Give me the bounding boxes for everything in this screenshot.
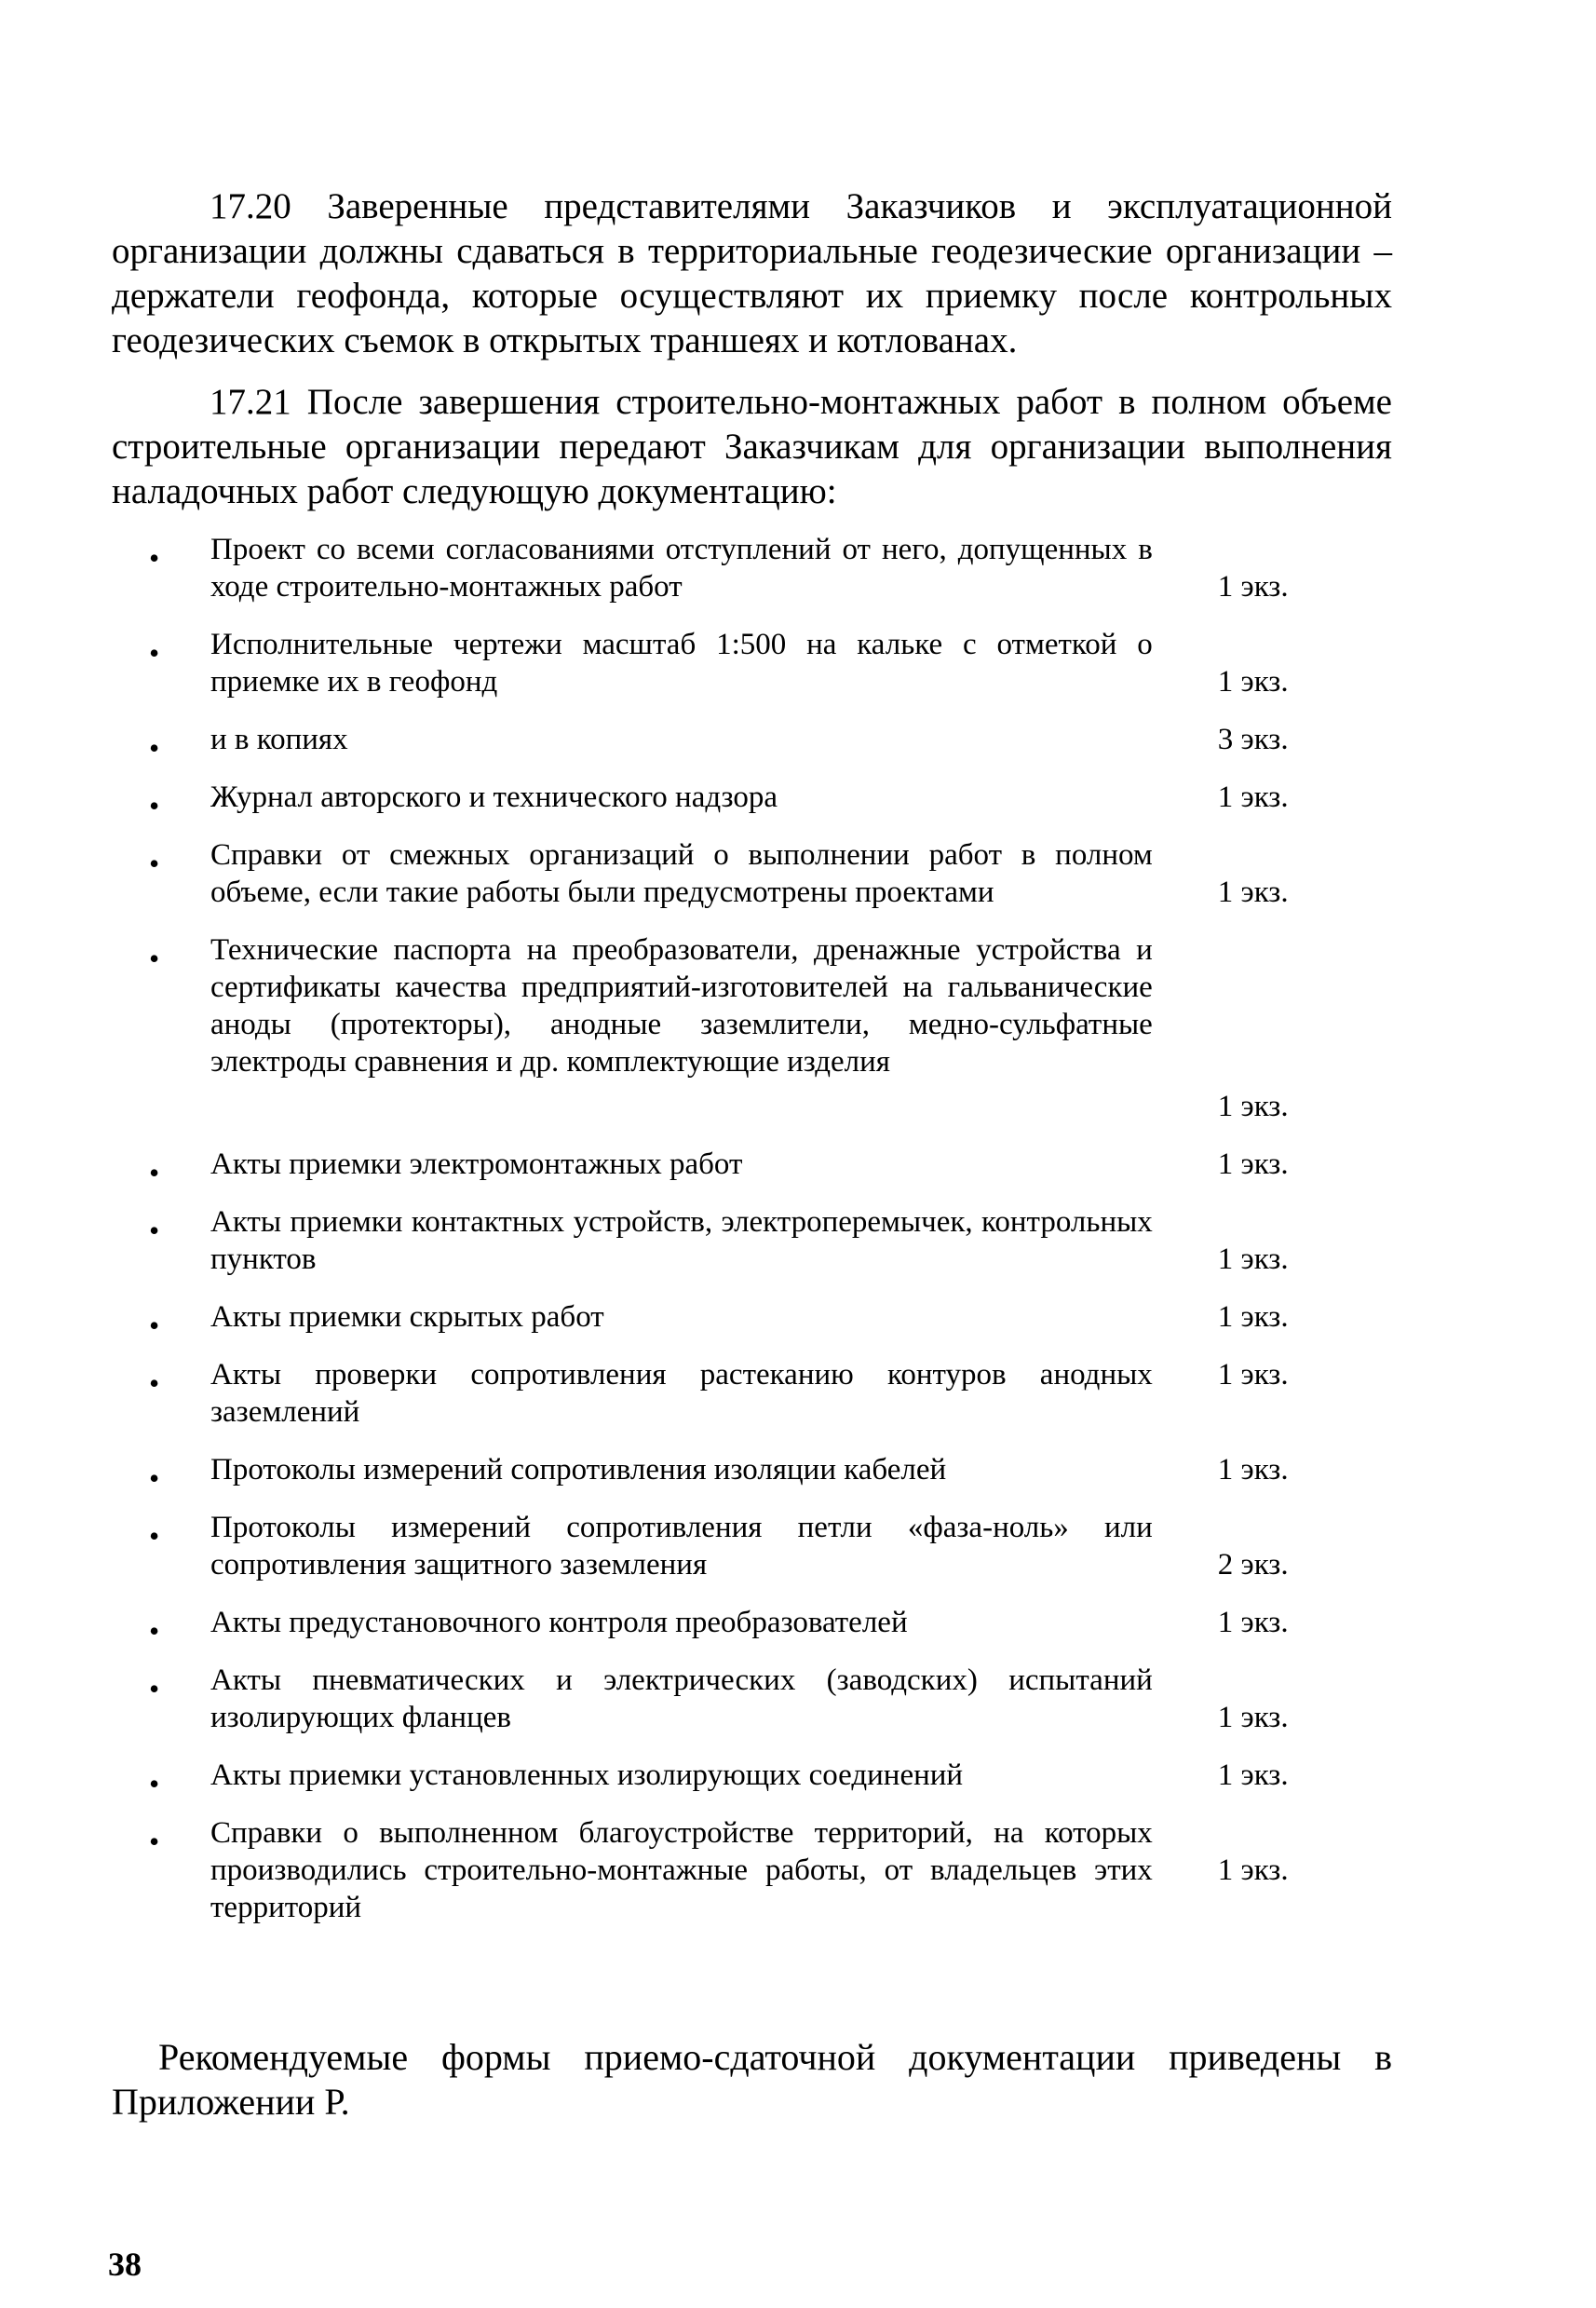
list-item (149, 1451, 1327, 1495)
list-item (149, 836, 1327, 911)
list-item-text: Акты приемки контактных устройств, электроперемычек, контрольных пунктов (210, 1205, 1153, 1276)
list-item-quantity: 3 экз. (1217, 723, 1289, 756)
list-item-quantity: 1 экз. (1217, 1358, 1289, 1392)
list-item-quantity: 1 экз. (1217, 1453, 1289, 1487)
bullet-icon: • (149, 1461, 160, 1495)
list-item (149, 1662, 1327, 1736)
bullet-icon: • (149, 1214, 160, 1247)
bullet-icon: • (149, 847, 160, 880)
list-item-quantity: 1 экз. (1217, 781, 1289, 814)
bullet-icon: • (149, 942, 160, 975)
bullet-icon: • (149, 1519, 160, 1553)
list-item-quantity: 1 экз. (1217, 876, 1289, 909)
list-item-quantity: 1 экз. (1217, 1758, 1289, 1792)
bullet-icon: • (149, 1672, 160, 1705)
list-item-text: Справки от смежных организаций о выполнении работ в полном объеме, если такие работы были предусмотрены проектами (210, 838, 1153, 909)
bullet-icon: • (149, 1309, 160, 1342)
list-item (149, 626, 1327, 700)
list-item-quantity: 1 экз. (1217, 1606, 1289, 1639)
list-item-quantity: 1 экз. (1217, 1147, 1289, 1181)
paragraph-17-21: 17.21 После завершения строительно-монтажных работ в полном объеме строительные организации передают Заказчикам для организации выполнения наладочных работ следующую документацию: (112, 382, 1392, 511)
list-item-text: Исполнительные чертежи масштаб 1:500 на кальке с отметкой о приемке их в геофонд (210, 628, 1153, 699)
list-item-text: Проект со всеми согласованиями отступлений от него, допущенных в ходе строительно-монтажных работ (210, 533, 1153, 604)
list-item-quantity: 1 экз. (1217, 1090, 1289, 1123)
bullet-icon: • (149, 1366, 160, 1400)
list-item-text: Акты пневматических и электрических (заводских) испытаний изолирующих фланцев (210, 1663, 1153, 1734)
list-item-quantity: 1 экз. (1217, 570, 1289, 604)
list-item-text: и в копиях (210, 723, 348, 756)
paragraph-17-20: 17.20 Заверенные представителями Заказчиков и эксплуатационной организации должны сдаваться в территориальные геодезические организации – держатели геофонда, которые осуществляют их приемку после контрольных геодезических съемок в открытых траншеях и котлованах. (112, 186, 1392, 360)
list-item (149, 1356, 1327, 1431)
list-item-quantity: 1 экз. (1217, 1701, 1289, 1734)
closing-paragraph: Рекомендуемые формы приемо-сдаточной документации приведены в Приложении Р. (112, 2036, 1392, 2123)
bullet-icon: • (149, 731, 160, 765)
list-item (149, 721, 1327, 765)
list-item-text: Акты приемки скрытых работ (210, 1300, 604, 1334)
list-item (149, 1814, 1327, 1926)
bullet-icon: • (149, 789, 160, 822)
list-item-quantity: 1 экз. (1217, 1242, 1289, 1276)
list-item-text: Журнал авторского и технического надзора (210, 781, 778, 814)
list-item-text: Протоколы измерений сопротивления изоляции кабелей (210, 1453, 947, 1487)
list-item (149, 1757, 1327, 1800)
list-item-text: Технические паспорта на преобразователи, дренажные устройства и сертификаты качества предприятий-изготовителей на гальванические аноды (протекторы), анодные заземлители, медно-сульфатные электроды сравнения и др. комплектующие изделия (210, 933, 1153, 1079)
list-item (149, 1203, 1327, 1278)
documentation-list (149, 531, 1327, 1947)
list-item (149, 931, 1327, 1125)
bullet-icon: • (149, 1614, 160, 1648)
list-item (149, 1604, 1327, 1648)
list-item (149, 1298, 1327, 1342)
list-item-text: Справки о выполненном благоустройстве территорий, на которых производились строительно-монтажные работы, от владельцев этих территорий (210, 1816, 1153, 1924)
list-item-quantity: 1 экз. (1217, 1300, 1289, 1334)
bullet-icon: • (149, 1156, 160, 1189)
list-item-text: Акты предустановочного контроля преобразователей (210, 1606, 908, 1639)
bullet-icon: • (149, 636, 160, 670)
list-item (149, 1509, 1327, 1583)
list-item-quantity: 2 экз. (1217, 1548, 1289, 1582)
list-item-quantity: 1 экз. (1217, 665, 1289, 699)
list-item (149, 779, 1327, 822)
bullet-icon: • (149, 1825, 160, 1858)
page-number: 38 (108, 2246, 142, 2283)
list-item-quantity: 1 экз. (1217, 1853, 1289, 1887)
list-item-text: Протоколы измерений сопротивления петли «фаза-ноль» или сопротивления защитного заземления (210, 1511, 1153, 1582)
list-item-text: Акты приемки электромонтажных работ (210, 1147, 743, 1181)
list-item-text: Акты приемки установленных изолирующих соединений (210, 1758, 964, 1792)
list-item-text: Акты проверки сопротивления растеканию контуров анодных заземлений (210, 1358, 1153, 1429)
list-item (149, 1146, 1327, 1189)
list-item (149, 531, 1327, 605)
bullet-icon: • (149, 1767, 160, 1800)
bullet-icon: • (149, 541, 160, 575)
